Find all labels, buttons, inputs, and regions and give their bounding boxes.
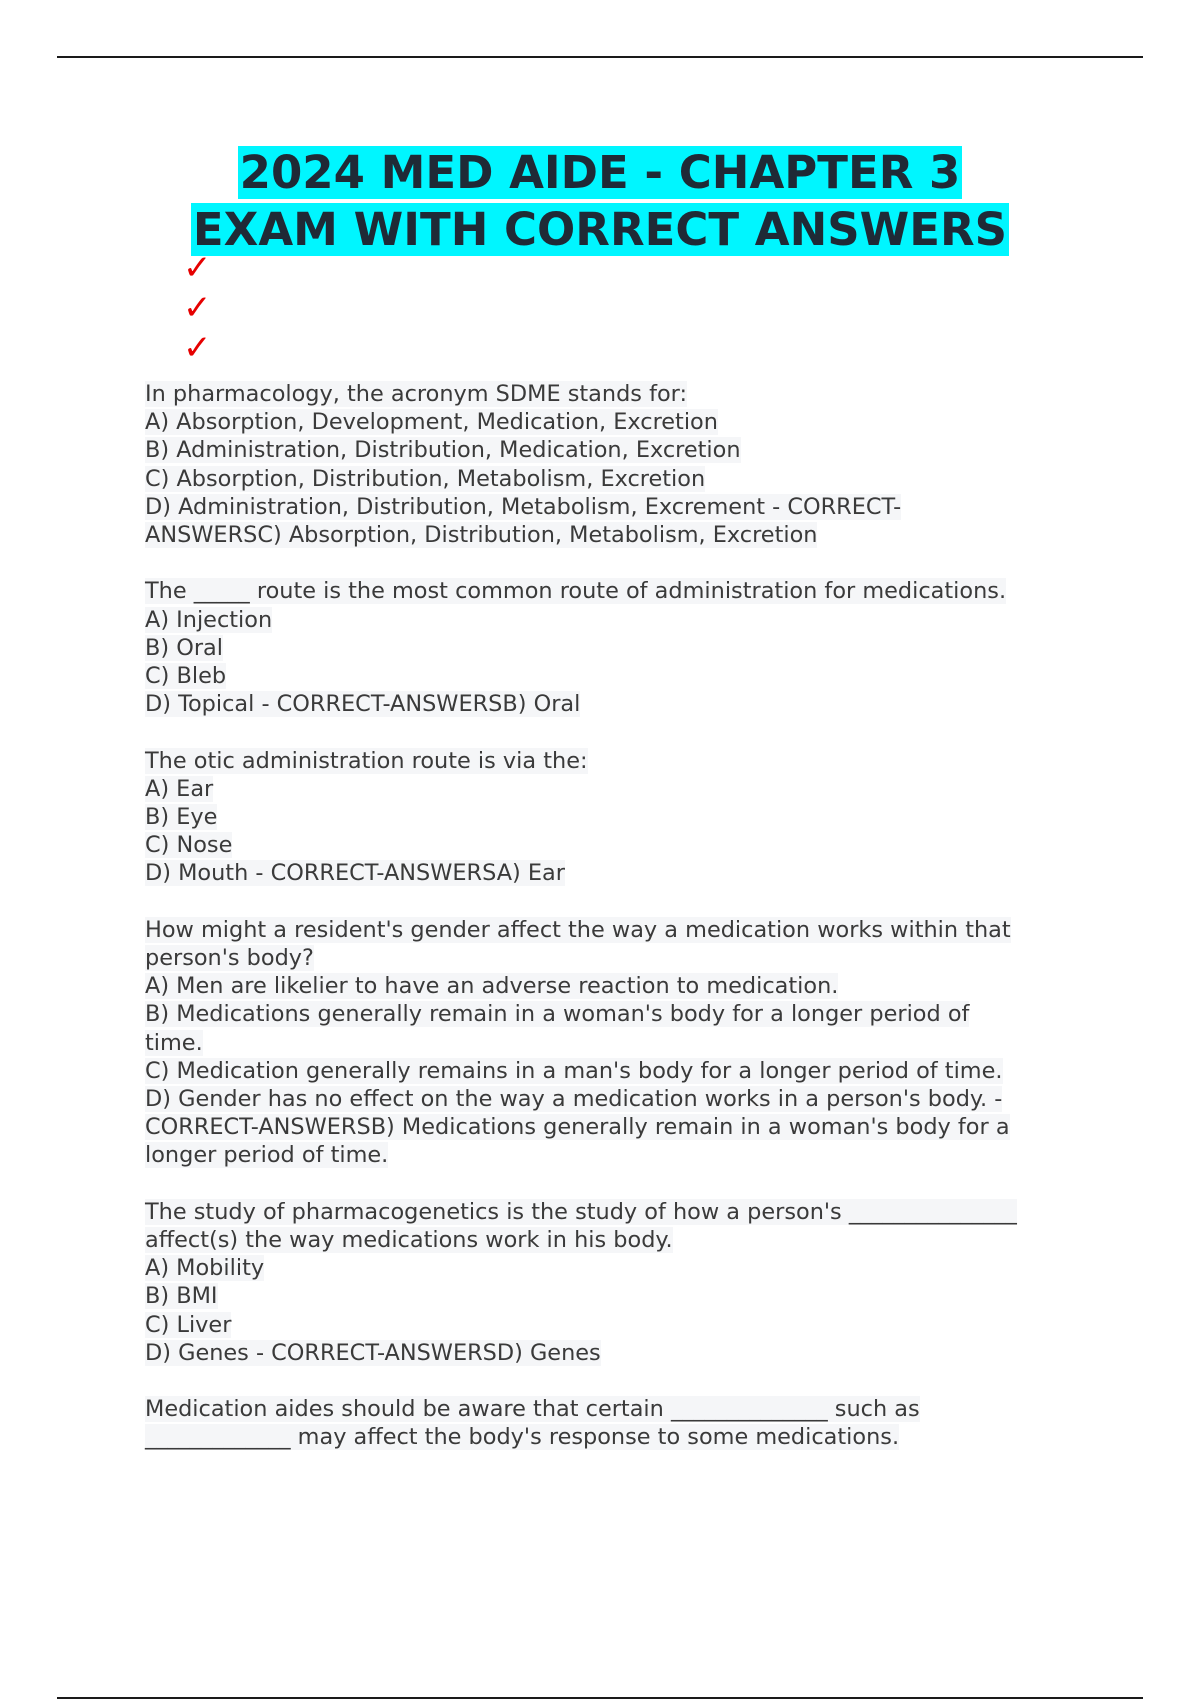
question-line-text: B) Eye [145,804,218,831]
question-line [145,859,1095,887]
title-line-2: EXAM WITH CORRECT ANSWERS [192,203,1008,256]
question-line [145,1339,1095,1367]
question-line-text: ANSWERSC) Absorption, Distribution, Metabolism, Excretion [145,522,818,549]
question-line-text: A) Absorption, Development, Medication, Excretion [145,409,718,436]
checkmark-icon: ✓ [183,288,212,328]
question-line [145,972,1095,1000]
question-line-text: D) Administration, Distribution, Metabolism, Excrement - CORRECT- [145,493,902,520]
question-line-text: Medication aides should be aware that certain ______________ such as [145,1396,920,1423]
checkmark-icon: ✓ [183,328,212,368]
question-line [145,577,1095,605]
question-line [145,803,1095,831]
question-line-text: D) Mouth - CORRECT-ANSWERSA) Ear [145,860,565,887]
question-line-text: C) Nose [145,832,233,859]
question-line [145,690,1095,718]
question-block [145,747,1095,888]
question-line-text: time. [145,1029,203,1056]
question-line [145,1198,1095,1226]
question-line [145,1395,1095,1423]
question-line [145,916,1095,944]
question-line [145,1029,1095,1057]
question-line [145,1000,1095,1028]
question-line-text: A) Injection [145,606,273,633]
question-line [145,1282,1095,1310]
question-line [145,606,1095,634]
question-line [145,1254,1095,1282]
question-line [145,662,1095,690]
question-line-text: affect(s) the way medications work in his body. [145,1227,673,1254]
question-line [145,408,1095,436]
question-block [145,1395,1095,1451]
checkmark-icon: ✓ [183,248,212,288]
question-line [145,1113,1095,1141]
question-line-text: C) Bleb [145,663,227,690]
question-block [145,577,1095,718]
question-line-text: D) Gender has no effect on the way a medication works in a person's body. - [145,1086,1003,1113]
question-line-text: C) Absorption, Distribution, Metabolism, Excretion [145,465,706,492]
question-line-text: D) Topical - CORRECT-ANSWERSB) Oral [145,691,581,718]
question-line [145,1311,1095,1339]
question-line-text: A) Men are likelier to have an adverse reaction to medication. [145,973,839,1000]
question-line [145,465,1095,493]
question-line-text: B) Medications generally remain in a woman's body for a longer period of [145,1001,970,1028]
question-line [145,380,1095,408]
question-line [145,747,1095,775]
question-line [145,1141,1095,1169]
question-line-text: A) Ear [145,775,214,802]
question-list [145,380,1095,1480]
question-line-text: longer period of time. [145,1142,389,1169]
question-line-text: CORRECT-ANSWERSB) Medications generally remain in a woman's body for a [145,1114,1010,1141]
question-line [145,1057,1095,1085]
question-block [145,380,1095,549]
bottom-rule [57,1697,1143,1699]
question-line [145,634,1095,662]
question-line-text: C) Medication generally remains in a man's body for a longer period of time. [145,1057,1003,1084]
question-line-text: How might a resident's gender affect the way a medication works within that [145,916,1011,943]
question-line [145,1085,1095,1113]
question-line [145,775,1095,803]
question-line-text: B) BMI [145,1283,218,1310]
question-line-text: The _____ route is the most common route of administration for medications. [145,578,1007,605]
top-rule [57,56,1143,58]
question-block [145,916,1095,1170]
question-line-text: D) Genes - CORRECT-ANSWERSD) Genes [145,1339,601,1366]
question-line-text: The study of pharmacogenetics is the study of how a person's _______________ [145,1198,1017,1225]
question-line-text: _____________ may affect the body's response to some medications. [145,1424,900,1451]
question-line-text: C) Liver [145,1311,232,1338]
title-line-1: 2024 MED AIDE - CHAPTER 3 [239,146,961,199]
question-line-text: In pharmacology, the acronym SDME stands for: [145,381,688,407]
question-line [145,831,1095,859]
question-block [145,1198,1095,1367]
question-line [145,436,1095,464]
question-line-text: B) Administration, Distribution, Medication, Excretion [145,437,741,464]
question-line-text: The otic administration route is via the: [145,747,588,774]
question-line-text: B) Oral [145,634,223,661]
question-line-text: person's body? [145,945,314,972]
question-line [145,944,1095,972]
document-title [0,144,1200,258]
checkmark-group [183,248,223,368]
question-line [145,1226,1095,1254]
question-line [145,521,1095,549]
question-line [145,1423,1095,1451]
question-line-text: A) Mobility [145,1255,265,1282]
question-line [145,493,1095,521]
